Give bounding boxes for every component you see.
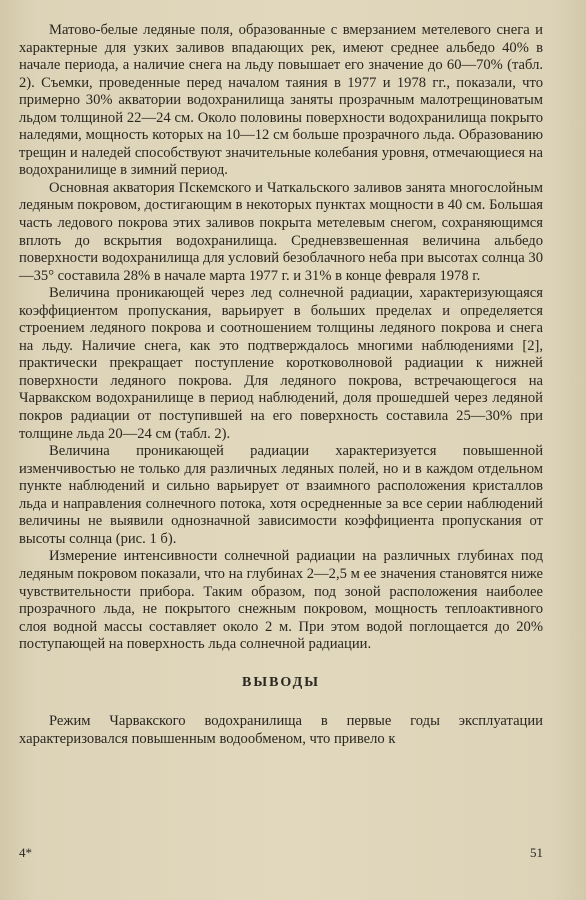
page-footer	[19, 845, 543, 861]
paragraph-5: Измерение интенсивности солнечной радиации на различных глубинах под ледяным покровом показали, что на глубинах 2—2,5 м ее значения становятся ниже чувствительности прибора. Таким образом, под зоной расположения наиболее прозрачного льда, не покрытого снежным покровом, мощность теплоактивного слоя водной массы составляет около 2 м. При этом водой поглощается до 20% поступающей на поверхность льда солнечной радиации.	[19, 548, 543, 653]
paragraph-final: Режим Чарвакского водохранилища в первые годы эксплуатации характеризовался повышенным водообменом, что привело к	[19, 713, 543, 747]
paragraph-3: Величина проникающей через лед солнечной радиации, характеризующаяся коэффициентом пропускания, варьирует в больших пределах и определяется строением ледяного покрова и соотношением толщины ледяного покрова и снега на льду. Наличие снега, как это подтверждалось многими наблюдениями [2], практически прекращает поступление коротковолновой радиации к нижней поверхности ледяного покрова. Для ледяного покрова, встречающегося на Чарвакском водохранилище в период наблюдений, доля прошедшей через ледяной покров радиации от поступившей на его поверхность составила 25—30% при толщине льда 20—24 см (табл. 2).	[19, 285, 543, 442]
page-number: 51	[530, 845, 543, 860]
printer-signature: 4*	[19, 845, 32, 860]
body-text	[19, 22, 543, 748]
paragraph-2: Основная акватория Пскемского и Чаткальского заливов занята многослойным ледяным покровом, достигающим в некоторых пунктах мощности в 40 см. Большая часть ледового покрова этих заливов покрыта метелевым снегом, сохраняющимся вплоть до вскрытия водохранилища. Средневзвешенная величина альбедо поверхности водохранилища для условий безоблачного неба при высотах солнца 30—35° составила 28% в начале марта 1977 г. и 31% в конце февраля 1978 г.	[19, 179, 543, 284]
paragraph-4: Величина проникающей радиации характеризуется повышенной изменчивостью не только для различных ледяных полей, но и в каждом отдельном пункте наблюдений и сильно варьирует от взаимного расположения кристаллов льда и направления солнечного потока, хотя осредненные за все серии наблюдений величины не выявили однозначной зависимости коэффициента пропускания от высоты солнца (рис. 1 б).	[19, 443, 543, 547]
paragraph-1: Матово-белые ледяные поля, образованные с вмерзанием метелевого снега и характерные для узких заливов впадающих рек, имеют среднее альбедо 40% в начале периода, а наличие снега на льду повышает его значение до 60—70% (табл. 2). Съемки, проведенные перед началом таяния в 1977 и 1978 гг., показали, что примерно 30% акватории водохранилища заняты прозрачным малотрещиноватым льдом толщиной 22—24 см. Около половины поверхности водохранилища покрыто наледями, мощность которых на 10—12 см больше прозрачного льда. Образованию трещин и наледей способствуют значительные колебания уровня, отмечающиеся на водохранилище в зимний период.	[19, 22, 543, 179]
section-heading: ВЫВОДЫ	[242, 674, 320, 690]
